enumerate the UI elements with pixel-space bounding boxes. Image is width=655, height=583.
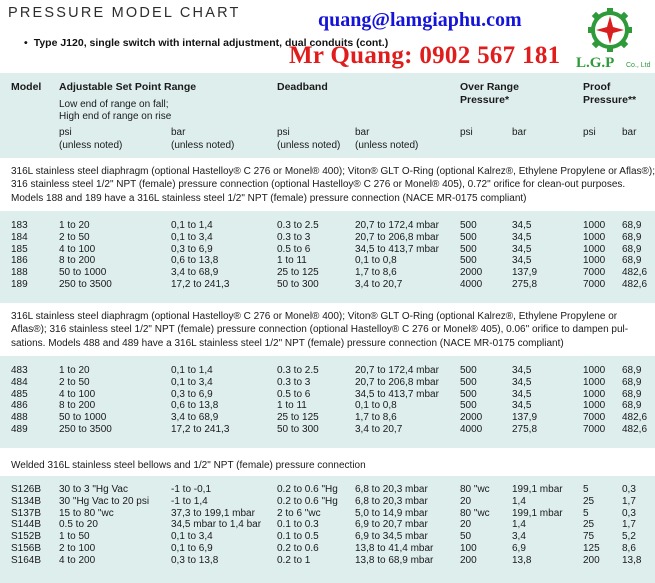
cell-proof-bar: 68,9 [622,220,642,231]
cell-deadband-psi: 50 to 300 [277,424,319,435]
cell-proof-psi: 1000 [583,376,606,388]
cell-deadband-bar: 3,4 to 20,7 [355,279,403,290]
cell-over-bar: 13,8 [512,554,532,566]
cell-deadband-bar: 34,5 to 413,7 mbar [355,388,439,400]
note-line: 316L stainless steel diaphragm (optional Hastelloy® C 276 or Monel® 400); Viton® GLT O-Ring (optional Kalrez®, Ethylene Propylene or Aflas®); [11,166,655,177]
cell-deadband-bar: 6,9 to 20,7 mbar [355,519,428,531]
table-row [0,232,655,244]
section-note [11,165,655,205]
unit-psi: psi [277,127,290,138]
cell-over-psi: 500 [460,376,477,388]
cell-range-psi: 8 to 200 [59,255,96,267]
cell-proof-psi: 75 [583,531,595,543]
cell-range-psi: 4 to 100 [59,388,96,400]
cell-deadband-psi: 0.5 to 6 [277,243,311,255]
cell-deadband-bar: 20,7 to 172,4 mbar [355,365,439,376]
table-row [0,519,655,531]
cell-model: 486 [11,400,28,412]
cell-range-bar: 0,6 to 13,8 [171,400,219,412]
cell-deadband-bar: 6,9 to 34,5 mbar [355,531,428,543]
table-row [0,543,655,555]
cell-proof-bar: 68,9 [622,255,642,267]
cell-over-bar: 34,5 [512,400,532,412]
unit-psi: psi [59,127,72,138]
cell-model: 489 [11,424,28,435]
cell-range-psi: 50 to 1000 [59,267,107,279]
cell-model: 189 [11,279,28,290]
cell-range-psi: 2 to 50 [59,231,90,243]
cell-deadband-psi: 0.5 to 6 [277,388,311,400]
cell-range-bar: 3,4 to 68,9 [171,267,219,279]
unit-bar: bar [622,127,637,138]
cell-model: S164B [11,554,42,566]
cell-deadband-psi: 0.2 to 0.6 [277,543,319,554]
cell-proof-bar: 0,3 [622,507,636,519]
cell-range-psi: 15 to 80 "wc [59,507,114,519]
cell-range-psi: 2 to 50 [59,376,90,388]
cell-proof-bar: 0,3 [622,484,636,495]
cell-range-psi: 250 to 3500 [59,424,112,435]
cell-range-bar: 37,3 to 199,1 mbar [171,507,255,519]
cell-model: S144B [11,519,42,531]
cell-range-bar: -1 to 1,4 [171,495,208,507]
cell-deadband-bar: 13,8 to 68,9 mbar [355,554,434,566]
col-header-proof: Proof [583,81,611,93]
logo-suffix: Co., Ltd [626,62,651,69]
cell-over-bar: 3,4 [512,531,526,543]
gear-icon [588,8,632,52]
cell-deadband-psi: 0.1 to 0.5 [277,531,319,543]
cell-proof-bar: 13,8 [622,554,642,566]
cell-over-psi: 500 [460,388,477,400]
cell-over-psi: 500 [460,400,477,412]
cell-deadband-bar: 1,7 to 8,6 [355,267,397,279]
table-row [0,508,655,520]
cell-proof-psi: 7000 [583,412,606,424]
cell-model: 485 [11,388,28,400]
cell-model: S137B [11,507,42,519]
table-row [0,424,655,436]
cell-over-bar: 34,5 [512,388,532,400]
cell-deadband-psi: 1 to 11 [277,255,307,267]
cell-over-bar: 137,9 [512,412,538,424]
cell-model: S152B [11,531,42,543]
cell-range-psi: 8 to 200 [59,400,96,412]
cell-proof-bar: 68,9 [622,388,642,400]
cell-range-psi: 1 to 20 [59,365,90,376]
cell-range-bar: -1 to -0,1 [171,484,212,495]
cell-proof-bar: 8,6 [622,543,636,554]
cell-over-bar: 34,5 [512,376,532,388]
cell-over-bar: 275,8 [512,424,538,435]
table-row [0,255,655,267]
cell-deadband-psi: 0.3 to 2.5 [277,365,319,376]
chart-title: PRESSURE MODEL CHART [8,5,241,21]
cell-over-psi: 500 [460,231,477,243]
cell-model: 186 [11,255,28,267]
cell-proof-bar: 482,6 [622,267,648,279]
cell-deadband-bar: 0,1 to 0,8 [355,255,397,267]
cell-model: 184 [11,231,28,243]
cell-deadband-bar: 6,8 to 20,3 mbar [355,495,428,507]
cell-proof-bar: 482,6 [622,424,648,435]
cell-deadband-bar: 5,0 to 14,9 mbar [355,507,428,519]
cell-range-psi: 250 to 3500 [59,279,112,290]
cell-range-psi: 30 to 3 "Hg Vac [59,484,128,495]
cell-proof-bar: 482,6 [622,412,648,424]
cell-proof-psi: 7000 [583,424,606,435]
cell-deadband-bar: 20,7 to 206,8 mbar [355,376,439,388]
cell-deadband-bar: 0,1 to 0,8 [355,400,397,412]
note-line: 316 stainless steel 1/2" NPT (female) pressure connection (optional Hastelloy® C 276 or Monel® 405), 0.72" orifice for clean-out purposes. [11,179,626,191]
cell-range-bar: 3,4 to 68,9 [171,412,219,424]
cell-proof-bar: 68,9 [622,400,642,412]
unit-unless: (unless noted) [171,140,235,151]
cell-deadband-bar: 6,8 to 20,3 mbar [355,484,428,495]
cell-range-bar: 0,1 to 3,4 [171,231,213,243]
col-header-over-range: Over Range [460,81,519,93]
cell-over-psi: 200 [460,554,477,566]
table-row [0,400,655,412]
cell-range-psi: 1 to 50 [59,531,90,543]
cell-proof-bar: 68,9 [622,365,642,376]
cell-deadband-bar: 20,7 to 206,8 mbar [355,231,439,243]
note-line: 316L stainless steel diaphragm (optional Hastelloy® C 276 or Monel® 400); Viton® GLT O-Ring (optional Kalrez®, Ethylene Propylene or [11,311,618,322]
cell-deadband-psi: 0.3 to 3 [277,376,311,388]
cell-over-psi: 2000 [460,412,483,424]
cell-model: 484 [11,376,28,388]
bullet: • [24,37,28,49]
cell-model: S134B [11,495,42,507]
col-header-proof-2: Pressure** [583,94,637,106]
cell-range-psi: 50 to 1000 [59,412,107,424]
table-row [0,244,655,256]
cell-over-bar: 199,1 mbar [512,507,563,519]
cell-deadband-bar: 3,4 to 20,7 [355,424,403,435]
table-row [0,220,655,232]
cell-deadband-psi: 0.3 to 3 [277,231,311,243]
cell-over-psi: 500 [460,243,477,255]
cell-proof-bar: 1,7 [622,495,636,507]
cell-proof-psi: 200 [583,554,600,566]
logo-text: L.G.P [576,55,615,71]
cell-range-bar: 0,1 to 6,9 [171,543,213,554]
cell-deadband-psi: 0.2 to 0.6 "Hg [277,495,338,507]
cell-range-bar: 0,1 to 3,4 [171,376,213,388]
cell-deadband-psi: 2 to 6 "wc [277,507,321,519]
col-header-range: Adjustable Set Point Range [59,81,197,93]
cell-proof-psi: 1000 [583,400,606,412]
cell-over-psi: 80 "wc [460,484,490,495]
cell-over-psi: 100 [460,543,477,554]
cell-deadband-psi: 0.1 to 0.3 [277,519,319,531]
unit-bar: bar [171,127,186,138]
cell-over-psi: 500 [460,220,477,231]
range-note-rise: High end of range on rise [59,111,172,122]
cell-range-bar: 34,5 mbar to 1,4 bar [171,519,262,531]
cell-deadband-psi: 0.3 to 2.5 [277,220,319,231]
table-row [0,531,655,543]
cell-deadband-psi: 25 to 125 [277,267,319,279]
cell-over-bar: 137,9 [512,267,538,279]
cell-model: 185 [11,243,28,255]
cell-over-psi: 20 [460,495,472,507]
cell-proof-psi: 25 [583,495,595,507]
cell-proof-bar: 68,9 [622,376,642,388]
cell-proof-psi: 7000 [583,279,606,290]
table-row [0,555,655,567]
unit-psi: psi [583,127,596,138]
unit-unless: (unless noted) [355,140,419,151]
cell-range-psi: 2 to 100 [59,543,96,554]
cell-range-bar: 17,2 to 241,3 [171,424,230,435]
table-row [0,389,655,401]
cell-proof-psi: 25 [583,519,595,531]
cell-range-bar: 0,3 to 13,8 [171,554,219,566]
company-logo [566,4,654,72]
cell-proof-psi: 1000 [583,220,606,231]
cell-over-bar: 6,9 [512,543,526,554]
table-row [0,496,655,508]
cell-model: S156B [11,543,42,554]
subtitle-text: Type J120, single switch with internal adjustment, dual conduits (cont.) [33,37,389,49]
cell-range-bar: 0,1 to 3,4 [171,531,213,543]
cell-model: 483 [11,365,28,376]
cell-range-psi: 1 to 20 [59,220,90,231]
cell-deadband-bar: 34,5 to 413,7 mbar [355,243,439,255]
cell-proof-psi: 1000 [583,243,606,255]
unit-bar: bar [355,127,370,138]
cell-over-psi: 20 [460,519,472,531]
note-line: Welded 316L stainless steel bellows and 1/2" NPT (female) pressure connection [11,460,366,471]
cell-over-psi: 4000 [460,424,483,435]
cell-proof-psi: 5 [583,484,589,495]
cell-over-bar: 275,8 [512,279,538,290]
table-row [0,279,655,291]
cell-over-psi: 50 [460,531,472,543]
contact-phone: Mr Quang: 0902 567 181 [289,42,561,69]
cell-over-bar: 34,5 [512,220,532,231]
table-row [0,267,655,279]
range-note-fall: Low end of range on fall; [59,99,169,110]
cell-proof-psi: 1000 [583,365,606,376]
cell-range-bar: 0,1 to 1,4 [171,365,213,376]
cell-deadband-psi: 25 to 125 [277,412,319,424]
cell-over-bar: 34,5 [512,255,532,267]
cell-deadband-psi: 0.2 to 0.6 "Hg [277,484,338,495]
cell-deadband-bar: 1,7 to 8,6 [355,412,397,424]
cell-over-bar: 34,5 [512,231,532,243]
cell-range-bar: 0,1 to 1,4 [171,220,213,231]
cell-proof-psi: 7000 [583,267,606,279]
cell-model: 188 [11,267,28,279]
cell-proof-psi: 1000 [583,255,606,267]
cell-proof-psi: 5 [583,507,589,519]
table-row [0,484,655,496]
cell-over-psi: 80 "wc [460,507,490,519]
cell-deadband-bar: 20,7 to 172,4 mbar [355,220,439,231]
section-note [11,310,655,350]
table-row [0,377,655,389]
cell-proof-bar: 5,2 [622,531,636,543]
cell-range-psi: 4 to 200 [59,554,96,566]
cell-over-bar: 1,4 [512,519,526,531]
note-line: Models 188 and 189 have a 316L stainless steel 1/2" NPT (female) pressure connection (NACE MR-0175 compliant) [11,192,527,204]
cell-range-psi: 4 to 100 [59,243,96,255]
cell-deadband-psi: 1 to 11 [277,400,307,412]
cell-over-psi: 500 [460,365,477,376]
section-note [11,459,655,472]
cell-over-psi: 500 [460,255,477,267]
cell-over-psi: 2000 [460,267,483,279]
cell-over-bar: 34,5 [512,243,532,255]
col-header-model: Model [11,81,42,93]
cell-range-psi: 30 "Hg Vac to 20 psi [59,495,150,507]
cell-over-bar: 1,4 [512,495,526,507]
cell-model: 488 [11,412,28,424]
col-header-deadband: Deadband [277,81,328,93]
table-row [0,412,655,424]
cell-range-bar: 0,6 to 13,8 [171,255,219,267]
cell-range-psi: 0.5 to 20 [59,519,98,531]
note-line: sations. Models 488 and 489 have a 316L stainless steel 1/2" NPT (female) pressure connection (NACE MR-0175 compliant) [11,337,564,349]
cell-range-bar: 0,3 to 6,9 [171,388,213,400]
cell-over-bar: 199,1 mbar [512,484,563,495]
contact-email: quang@lamgiaphu.com [318,9,522,31]
cell-deadband-psi: 0.2 to 1 [277,554,311,566]
cell-proof-psi: 1000 [583,388,606,400]
cell-proof-psi: 125 [583,543,600,554]
cell-over-psi: 4000 [460,279,483,290]
unit-bar: bar [512,127,527,138]
cell-proof-psi: 1000 [583,231,606,243]
note-line: Aflas®); 316 stainless steel 1/2" NPT (female) pressure connection (optional Hastelloy® C 276 or Monel® 405), 0.06" orifice to dampen pul- [11,324,629,336]
cell-over-bar: 34,5 [512,365,532,376]
cell-model: S126B [11,484,42,495]
unit-unless: (unless noted) [277,140,341,151]
cell-range-bar: 0,3 to 6,9 [171,243,213,255]
col-header-over-range-2: Pressure* [460,94,510,106]
cell-proof-bar: 68,9 [622,243,642,255]
cell-range-bar: 17,2 to 241,3 [171,279,230,290]
cell-proof-bar: 482,6 [622,279,648,290]
table-row [0,365,655,377]
cell-proof-bar: 68,9 [622,231,642,243]
cell-model: 183 [11,220,28,231]
cell-proof-bar: 1,7 [622,519,636,531]
cell-deadband-psi: 50 to 300 [277,279,319,290]
cell-deadband-bar: 13,8 to 41,4 mbar [355,543,434,554]
unit-unless: (unless noted) [59,140,123,151]
unit-psi: psi [460,127,473,138]
